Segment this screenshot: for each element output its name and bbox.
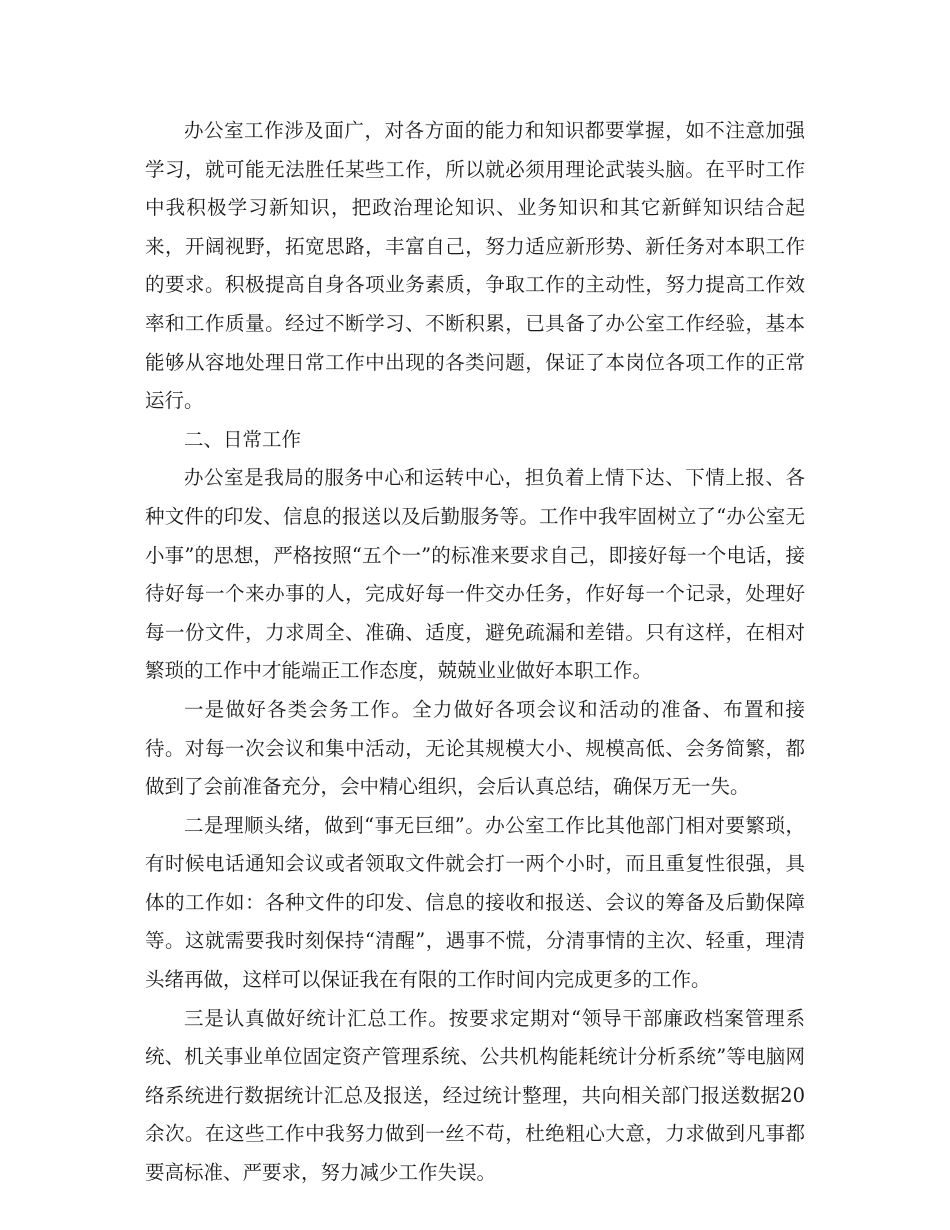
section-heading-daily-work: 二、日常工作 bbox=[184, 427, 302, 451]
paragraph-study: 办公室工作涉及面广，对各方面的能力和知识都要掌握，如不注意加强学习，就可能无法胜任某些工作，所以就必须用理论武装头脑。在平时工作中我积极学习新知识，把政治理论知识、业务知识和其它新鲜知识结合起来，开阔视野，拓宽思路，丰富自己，努力适应新形势、新任务对本职工作的要求。积极提高自身各项业务素质，争取工作的主动性，努力提高工作效率和工作质量。经过不断学习、不断积累，已具备了办公室工作经验，基本能够从容地处理日常工作中出现的各类问题，保证了本岗位各项工作的正常运行。 bbox=[145, 119, 805, 413]
paragraph-statistics: 三是认真做好统计汇总工作。按要求定期对“领导干部廉政档案管理系统、机关事业单位固定资产管理系统、公共机构能耗统计分析系统”等电脑网络系统进行数据统计汇总及报送，经过统计整理，共向相关部门报送数据20余次。在这些工作中我努力做到一丝不苟，杜绝粗心大意，力求做到凡事都要高标准、严要求，努力减少工作失误。 bbox=[145, 1006, 805, 1185]
paragraph-sort-out-threads: 二是理顺头绪，做到“事无巨细”。办公室工作比其他部门相对要繁琐，有时候电话通知会议或者领取文件就会打一两个小时，而且重复性很强，具体的工作如：各种文件的印发、信息的接收和报送、会议的筹备及后勤保障等。这就需要我时刻保持“清醒”，遇事不慌，分清事情的主次、轻重，理清头绪再做，这样可以保证我在有限的工作时间内完成更多的工作。 bbox=[145, 813, 805, 992]
paragraph-service-center: 办公室是我局的服务中心和运转中心，担负着上情下达、下情上报、各种文件的印发、信息的报送以及后勤服务等。工作中我牢固树立了“办公室无小事”的思想，严格按照“五个一”的标准来要求自己，即接好每一个电话，接待好每一个来办事的人，完成好每一件交办任务，作好每一个记录，处理好每一份文件，力求周全、准确、适度，避免疏漏和差错。只有这样，在相对繁琐的工作中才能端正工作态度，兢兢业业做好本职工作。 bbox=[145, 466, 805, 683]
paragraph-meeting-work: 一是做好各类会务工作。全力做好各项会议和活动的准备、布置和接待。对每一次会议和集中活动，无论其规模大小、规模高低、会务简繁，都做到了会前准备充分，会中精心组织，会后认真总结，确保万无一失。 bbox=[145, 697, 805, 799]
document-body bbox=[145, 112, 805, 1193]
